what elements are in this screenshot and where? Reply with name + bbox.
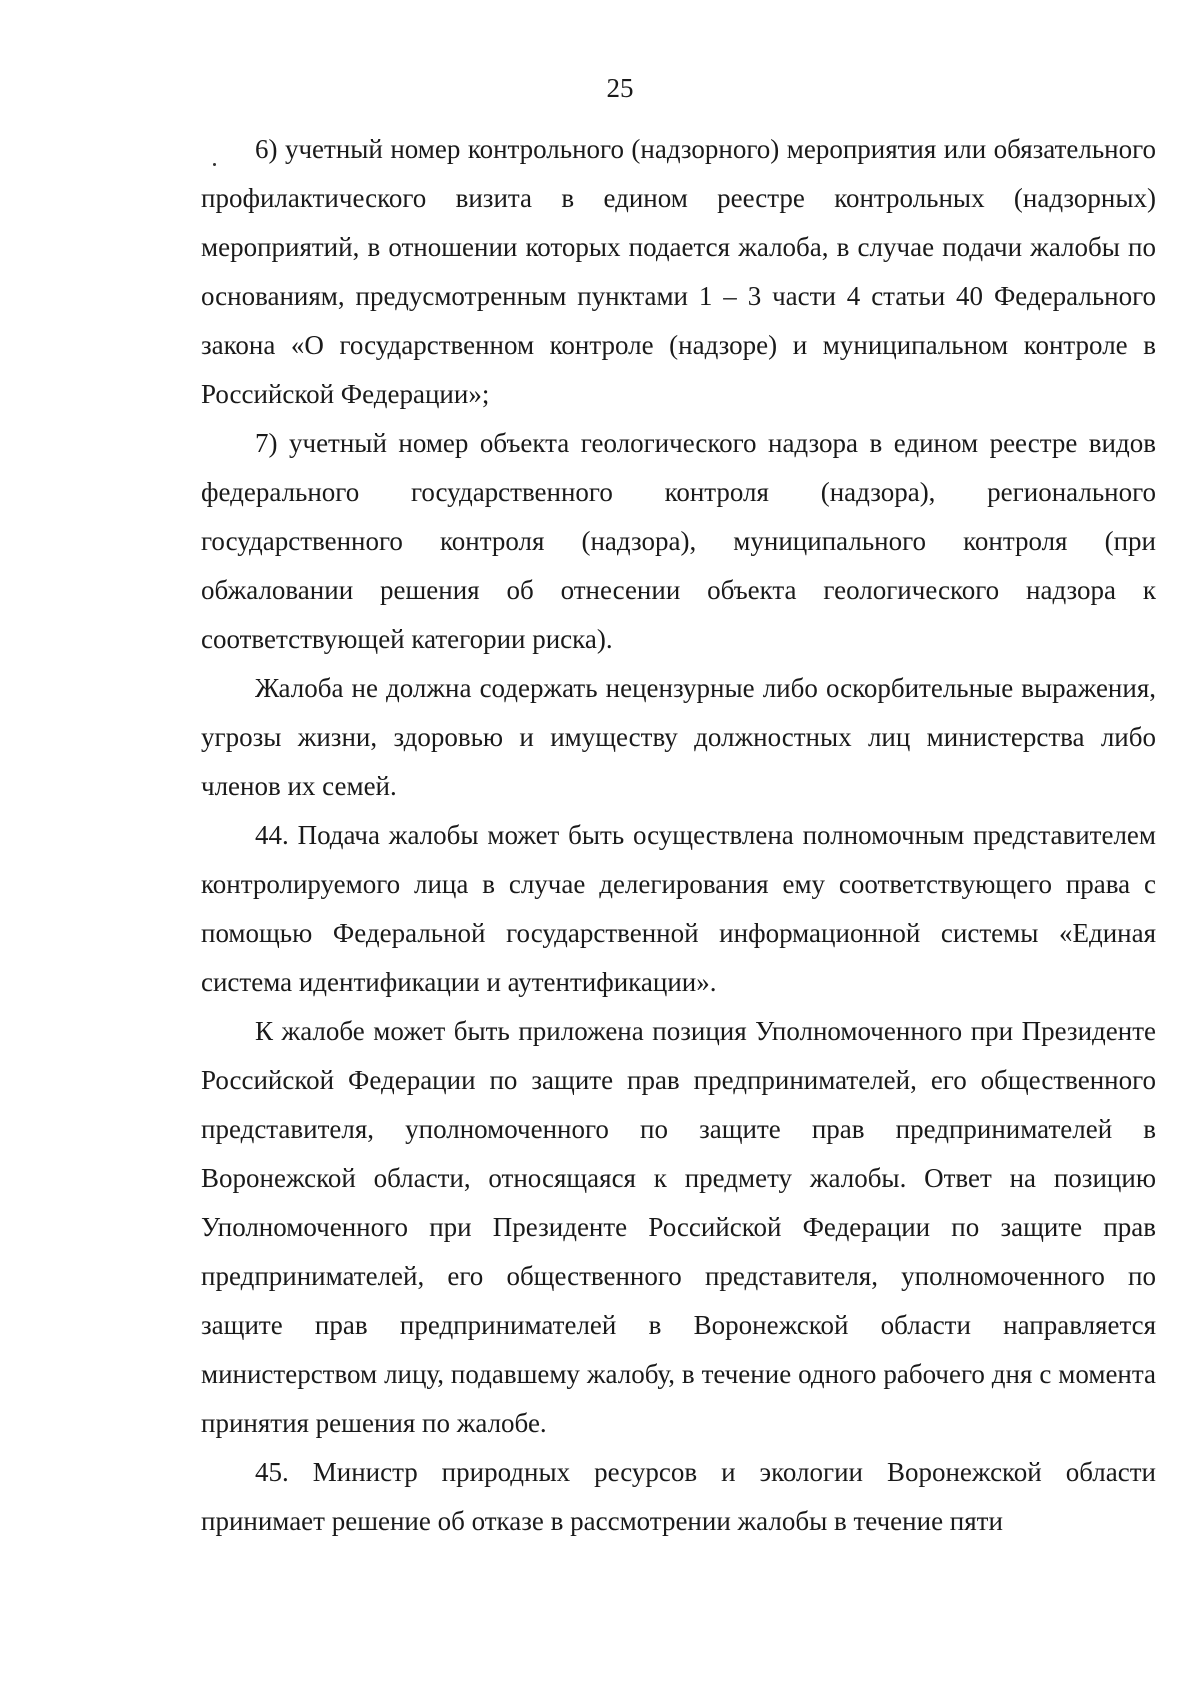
paragraph-complaint-content: Жалоба не должна содержать нецензурные либо оскорбительные выражения, угрозы жизни, здоровью и имуществу должностных лиц министерства либо членов их семей. — [201, 673, 1156, 801]
page-number: 25 — [606, 73, 634, 103]
paragraph-item-6: 6) учетный номер контрольного (надзорного) мероприятия или обязательного профилактического визита в едином реестре контрольных (надзорных) мероприятий, в отношении которых подается жалоба, в случае подачи жалобы по основаниям, предусмотренным пунктами 1 – 3 части 4 статьи 40 Федерального закона «О государственном контроле (надзоре) и муниципальном контроле в Российской Федерации»; — [201, 134, 1156, 409]
paragraph-45: 45. Министр природных ресурсов и экологии Воронежской области принимает решение об отказе в рассмотрении жалобы в течение пяти — [201, 1457, 1156, 1536]
paragraph-44: 44. Подача жалобы может быть осуществлена полномочным представителем контролируемого лица в случае делегирования ему соответствующего права с помощью Федеральной государственной информационной системы «Единая система идентификации и аутентификации». — [201, 820, 1156, 997]
document-body — [201, 125, 1156, 1546]
paragraph-ombudsman-position: К жалобе может быть приложена позиция Уполномоченного при Президенте Российской Федерации по защите прав предпринимателей, его общественного представителя, уполномоченного по защите прав предпринимателей в Воронежской области, относящаяся к предмету жалобы. Ответ на позицию Уполномоченного при Президенте Российской Федерации по защите прав предпринимателей, его общественного представителя, уполномоченного по защите прав предпринимателей в Воронежской области направляется министерством лицу, подавшему жалобу, в течение одного рабочего дня с момента принятия решения по жалобе. — [201, 1016, 1156, 1438]
paragraph-item-7: 7) учетный номер объекта геологического надзора в едином реестре видов федерального государственного контроля (надзора), регионального государственного контроля (надзора), муниципального контроля (при обжаловании решения об отнесении объекта геологического надзора к соответствующей категории риска). — [201, 428, 1156, 654]
